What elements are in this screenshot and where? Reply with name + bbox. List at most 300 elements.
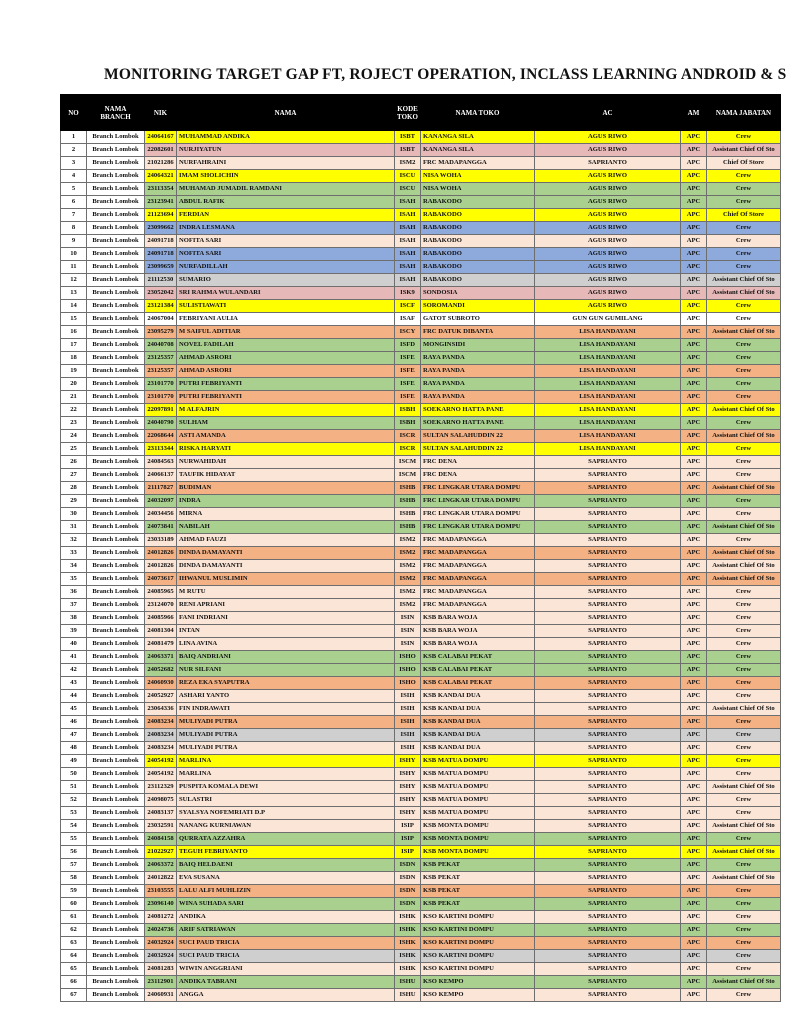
row-branch: Branch Lombok: [87, 339, 145, 352]
row-branch: Branch Lombok: [87, 781, 145, 794]
table-row: [61, 989, 781, 1002]
row-nama-toko: RAYA PANDA: [421, 352, 535, 365]
row-no: 19: [61, 365, 87, 378]
row-no: 5: [61, 183, 87, 196]
row-nama-toko: KANANGA SILA: [421, 144, 535, 157]
row-ac: LISA HANDAYANI: [535, 365, 681, 378]
row-ac: LISA HANDAYANI: [535, 443, 681, 456]
row-jabatan: Crew: [707, 248, 781, 261]
row-no: 39: [61, 625, 87, 638]
row-no: 60: [61, 898, 87, 911]
row-no: 4: [61, 170, 87, 183]
row-am: APC: [681, 313, 707, 326]
row-nama-toko: KSB MATUA DOMPU: [421, 807, 535, 820]
row-nama: SUCI PAUD TRICIA: [177, 950, 395, 963]
row-nik: 23113344: [145, 443, 177, 456]
row-am: APC: [681, 482, 707, 495]
row-ac: SAPRIANTO: [535, 547, 681, 560]
row-am: APC: [681, 131, 707, 144]
row-jabatan: Assistant Chief Of Sto: [707, 872, 781, 885]
row-no: 27: [61, 469, 87, 482]
row-nama-toko: KSO KARTINI DOMPU: [421, 911, 535, 924]
row-am: APC: [681, 664, 707, 677]
row-ac: SAPRIANTO: [535, 495, 681, 508]
row-branch: Branch Lombok: [87, 664, 145, 677]
table-row: [61, 547, 781, 560]
row-jabatan: Assistant Chief Of Sto: [707, 287, 781, 300]
row-no: 23: [61, 417, 87, 430]
table-row: [61, 222, 781, 235]
row-ac: AGUS RIWO: [535, 287, 681, 300]
row-nama-toko: KSB KANDAI DUA: [421, 742, 535, 755]
row-branch: Branch Lombok: [87, 183, 145, 196]
row-jabatan: Crew: [707, 716, 781, 729]
row-nama-toko: KSB PEKAT: [421, 859, 535, 872]
row-ac: SAPRIANTO: [535, 521, 681, 534]
row-no: 53: [61, 807, 87, 820]
table-row: [61, 885, 781, 898]
row-am: APC: [681, 872, 707, 885]
row-nik: 24032924: [145, 950, 177, 963]
table-row: [61, 703, 781, 716]
row-nama-toko: FRC LINGKAR UTARA DOMPU: [421, 508, 535, 521]
row-ac: AGUS RIWO: [535, 248, 681, 261]
row-nama-toko: FRC MADAPANGGA: [421, 534, 535, 547]
table-row: [61, 651, 781, 664]
row-kode-toko: ISAH: [395, 209, 421, 222]
row-kode-toko: ISHU: [395, 989, 421, 1002]
row-jabatan: Chief Of Store: [707, 157, 781, 170]
row-am: APC: [681, 963, 707, 976]
table-row: [61, 690, 781, 703]
row-nama: MARLINA: [177, 768, 395, 781]
row-kode-toko: ISIP: [395, 820, 421, 833]
row-nama-toko: KSB KANDAI DUA: [421, 716, 535, 729]
row-branch: Branch Lombok: [87, 651, 145, 664]
row-ac: AGUS RIWO: [535, 300, 681, 313]
row-branch: Branch Lombok: [87, 703, 145, 716]
table-row: [61, 937, 781, 950]
row-am: APC: [681, 820, 707, 833]
row-branch: Branch Lombok: [87, 690, 145, 703]
row-no: 10: [61, 248, 87, 261]
row-am: APC: [681, 937, 707, 950]
row-no: 30: [61, 508, 87, 521]
row-am: APC: [681, 170, 707, 183]
row-jabatan: Crew: [707, 599, 781, 612]
row-ac: SAPRIANTO: [535, 846, 681, 859]
row-nama-toko: FRC MADAPANGGA: [421, 586, 535, 599]
row-branch: Branch Lombok: [87, 495, 145, 508]
row-kode-toko: ISIH: [395, 742, 421, 755]
row-nama-toko: FRC DENA: [421, 469, 535, 482]
row-am: APC: [681, 378, 707, 391]
row-ac: AGUS RIWO: [535, 222, 681, 235]
row-kode-toko: ISBT: [395, 144, 421, 157]
row-branch: Branch Lombok: [87, 170, 145, 183]
row-nik: 24024736: [145, 924, 177, 937]
row-am: APC: [681, 794, 707, 807]
row-no: 28: [61, 482, 87, 495]
row-am: APC: [681, 534, 707, 547]
row-kode-toko: ISHY: [395, 794, 421, 807]
row-kode-toko: ISCR: [395, 430, 421, 443]
table-row: [61, 235, 781, 248]
row-am: APC: [681, 404, 707, 417]
row-branch: Branch Lombok: [87, 534, 145, 547]
row-branch: Branch Lombok: [87, 768, 145, 781]
row-ac: GUN GUN GUMILANG: [535, 313, 681, 326]
row-ac: SAPRIANTO: [535, 625, 681, 638]
row-nik: 24064167: [145, 131, 177, 144]
table-row: [61, 898, 781, 911]
row-kode-toko: ISFE: [395, 365, 421, 378]
row-am: APC: [681, 755, 707, 768]
row-jabatan: Crew: [707, 586, 781, 599]
row-nik: 22068644: [145, 430, 177, 443]
row-ac: AGUS RIWO: [535, 274, 681, 287]
table-row: [61, 742, 781, 755]
row-nama: SULHAM: [177, 417, 395, 430]
row-nama-toko: KSB KANDAI DUA: [421, 703, 535, 716]
row-nama-toko: KSB MONTA DOMPU: [421, 820, 535, 833]
row-branch: Branch Lombok: [87, 482, 145, 495]
row-branch: Branch Lombok: [87, 417, 145, 430]
row-am: APC: [681, 833, 707, 846]
row-kode-toko: ISM2: [395, 586, 421, 599]
row-nama-toko: KSB CALABAI PEKAT: [421, 664, 535, 677]
table-row: [61, 495, 781, 508]
row-branch: Branch Lombok: [87, 976, 145, 989]
row-no: 43: [61, 677, 87, 690]
row-nama: MULIYADI PUTRA: [177, 729, 395, 742]
row-kode-toko: ISCR: [395, 443, 421, 456]
row-no: 25: [61, 443, 87, 456]
row-nama-toko: RAYA PANDA: [421, 391, 535, 404]
row-nama-toko: KSB MATUA DOMPU: [421, 768, 535, 781]
row-kode-toko: ISHO: [395, 664, 421, 677]
row-kode-toko: ISHK: [395, 963, 421, 976]
row-am: APC: [681, 456, 707, 469]
row-nik: 21117827: [145, 482, 177, 495]
row-branch: Branch Lombok: [87, 274, 145, 287]
row-jabatan: Crew: [707, 742, 781, 755]
row-branch: Branch Lombok: [87, 729, 145, 742]
row-no: 57: [61, 859, 87, 872]
row-jabatan: Crew: [707, 131, 781, 144]
row-ac: SAPRIANTO: [535, 976, 681, 989]
col-no-header: NO: [61, 95, 87, 131]
row-ac: SAPRIANTO: [535, 755, 681, 768]
row-ac: SAPRIANTO: [535, 586, 681, 599]
row-kode-toko: ISHY: [395, 768, 421, 781]
row-nama: ANGGA: [177, 989, 395, 1002]
row-nama: ANDIKA TABRANI: [177, 976, 395, 989]
row-no: 46: [61, 716, 87, 729]
row-jabatan: Crew: [707, 768, 781, 781]
row-ac: SAPRIANTO: [535, 742, 681, 755]
row-no: 38: [61, 612, 87, 625]
row-nik: 24032097: [145, 495, 177, 508]
table-row: [61, 625, 781, 638]
row-nama-toko: NISA WOHA: [421, 170, 535, 183]
row-am: APC: [681, 911, 707, 924]
row-nama: FEBRIYANI AULIA: [177, 313, 395, 326]
row-branch: Branch Lombok: [87, 911, 145, 924]
row-nama: NURFAHRAINI: [177, 157, 395, 170]
table-row: [61, 573, 781, 586]
table-row: [61, 586, 781, 599]
row-nama: M SAIFUL ADITIAR: [177, 326, 395, 339]
table-row: [61, 794, 781, 807]
row-nama: MULIYADI PUTRA: [177, 716, 395, 729]
row-nik: 23124070: [145, 599, 177, 612]
row-am: APC: [681, 144, 707, 157]
row-am: APC: [681, 742, 707, 755]
row-am: APC: [681, 924, 707, 937]
row-nama-toko: KSB PEKAT: [421, 898, 535, 911]
table-row: [61, 144, 781, 157]
row-jabatan: Crew: [707, 859, 781, 872]
row-nama-toko: SULTAN SALAHUDDIN 22: [421, 430, 535, 443]
row-nama-toko: SOEKARNO HATTA PANE: [421, 417, 535, 430]
row-ac: AGUS RIWO: [535, 209, 681, 222]
row-ac: LISA HANDAYANI: [535, 404, 681, 417]
row-nama-toko: KANANGA SILA: [421, 131, 535, 144]
row-nama: QURRATA AZZAHRA: [177, 833, 395, 846]
row-am: APC: [681, 950, 707, 963]
row-no: 3: [61, 157, 87, 170]
row-nama-toko: FRC MADAPANGGA: [421, 560, 535, 573]
row-kode-toko: ISHO: [395, 651, 421, 664]
table-row: [61, 274, 781, 287]
row-jabatan: Crew: [707, 443, 781, 456]
row-no: 66: [61, 976, 87, 989]
row-kode-toko: ISIH: [395, 716, 421, 729]
row-nik: 23099659: [145, 261, 177, 274]
row-am: APC: [681, 495, 707, 508]
row-nik: 21021286: [145, 157, 177, 170]
row-nik: 24040790: [145, 417, 177, 430]
row-jabatan: Assistant Chief Of Sto: [707, 430, 781, 443]
row-nik: 21112530: [145, 274, 177, 287]
row-no: 58: [61, 872, 87, 885]
table-row: [61, 820, 781, 833]
row-ac: SAPRIANTO: [535, 898, 681, 911]
table-row: [61, 872, 781, 885]
row-ac: SAPRIANTO: [535, 768, 681, 781]
row-kode-toko: ISIH: [395, 729, 421, 742]
table-row: [61, 963, 781, 976]
table-body: [61, 131, 781, 1002]
row-nama: ANDIKA: [177, 911, 395, 924]
row-branch: Branch Lombok: [87, 612, 145, 625]
table-row: [61, 768, 781, 781]
row-no: 13: [61, 287, 87, 300]
row-ac: LISA HANDAYANI: [535, 417, 681, 430]
row-ac: SAPRIANTO: [535, 859, 681, 872]
row-kode-toko: ISIN: [395, 625, 421, 638]
row-nik: 24052682: [145, 664, 177, 677]
row-kode-toko: ISHB: [395, 508, 421, 521]
row-nik: 23112329: [145, 781, 177, 794]
row-nama-toko: KSB KANDAI DUA: [421, 729, 535, 742]
row-nama-toko: RABAKODO: [421, 261, 535, 274]
row-no: 2: [61, 144, 87, 157]
row-nik: 24073617: [145, 573, 177, 586]
row-no: 17: [61, 339, 87, 352]
row-nama: NURWAHIDAH: [177, 456, 395, 469]
table-row: [61, 404, 781, 417]
row-am: APC: [681, 729, 707, 742]
row-nama: M RUTU: [177, 586, 395, 599]
row-nama-toko: SULTAN SALAHUDDIN 22: [421, 443, 535, 456]
row-ac: LISA HANDAYANI: [535, 378, 681, 391]
row-nama-toko: SOROMANDI: [421, 300, 535, 313]
row-jabatan: Crew: [707, 417, 781, 430]
row-nama: ARIF SATRIAWAN: [177, 924, 395, 937]
row-nik: 24083137: [145, 807, 177, 820]
row-nama: MIRNA: [177, 508, 395, 521]
table-row: [61, 352, 781, 365]
row-kode-toko: ISHY: [395, 755, 421, 768]
row-nama: BUDIMAN: [177, 482, 395, 495]
row-nik: 24054192: [145, 755, 177, 768]
row-branch: Branch Lombok: [87, 963, 145, 976]
row-no: 55: [61, 833, 87, 846]
row-jabatan: Assistant Chief Of Sto: [707, 573, 781, 586]
row-am: APC: [681, 703, 707, 716]
row-nik: 23103555: [145, 885, 177, 898]
row-ac: SAPRIANTO: [535, 599, 681, 612]
row-ac: SAPRIANTO: [535, 820, 681, 833]
row-nik: 21123694: [145, 209, 177, 222]
row-nama-toko: FRC DENA: [421, 456, 535, 469]
row-nama: NOFITA SARI: [177, 235, 395, 248]
row-nik: 24091718: [145, 248, 177, 261]
row-jabatan: Assistant Chief Of Sto: [707, 703, 781, 716]
row-am: APC: [681, 274, 707, 287]
row-branch: Branch Lombok: [87, 872, 145, 885]
row-jabatan: Assistant Chief Of Sto: [707, 521, 781, 534]
row-nik: 24081272: [145, 911, 177, 924]
row-no: 47: [61, 729, 87, 742]
row-branch: Branch Lombok: [87, 365, 145, 378]
table-row: [61, 248, 781, 261]
row-branch: Branch Lombok: [87, 313, 145, 326]
row-nik: 23032591: [145, 820, 177, 833]
row-nik: 23095279: [145, 326, 177, 339]
row-nama-toko: RAYA PANDA: [421, 378, 535, 391]
row-kode-toko: ISAH: [395, 261, 421, 274]
row-am: APC: [681, 508, 707, 521]
row-am: APC: [681, 677, 707, 690]
row-branch: Branch Lombok: [87, 352, 145, 365]
row-kode-toko: ISDN: [395, 885, 421, 898]
row-branch: Branch Lombok: [87, 937, 145, 950]
table-row: [61, 196, 781, 209]
row-nik: 23033189: [145, 534, 177, 547]
row-nama: WIWIN ANGGRIANI: [177, 963, 395, 976]
row-kode-toko: ISHB: [395, 482, 421, 495]
row-nama: AHMAD FAUZI: [177, 534, 395, 547]
row-nik: 24084158: [145, 833, 177, 846]
row-am: APC: [681, 547, 707, 560]
row-no: 8: [61, 222, 87, 235]
row-ac: AGUS RIWO: [535, 196, 681, 209]
row-jabatan: Crew: [707, 807, 781, 820]
row-jabatan: Assistant Chief Of Sto: [707, 274, 781, 287]
row-nik: 24081479: [145, 638, 177, 651]
row-nama-toko: KSB PEKAT: [421, 885, 535, 898]
table-row: [61, 157, 781, 170]
row-nama-toko: KSO KEMPO: [421, 989, 535, 1002]
row-am: APC: [681, 235, 707, 248]
row-am: APC: [681, 261, 707, 274]
table-row: [61, 534, 781, 547]
row-nama-toko: KSB KANDAI DUA: [421, 690, 535, 703]
table-row: [61, 482, 781, 495]
row-nama-toko: KSO KEMPO: [421, 976, 535, 989]
row-no: 40: [61, 638, 87, 651]
row-ac: LISA HANDAYANI: [535, 391, 681, 404]
row-jabatan: Crew: [707, 222, 781, 235]
row-branch: Branch Lombok: [87, 196, 145, 209]
row-am: APC: [681, 417, 707, 430]
row-nama-toko: FRC LINGKAR UTARA DOMPU: [421, 495, 535, 508]
row-ac: SAPRIANTO: [535, 482, 681, 495]
row-nama: BAIQ ANDRIANI: [177, 651, 395, 664]
row-am: APC: [681, 612, 707, 625]
table-row: [61, 807, 781, 820]
row-no: 56: [61, 846, 87, 859]
row-nama: NOFITA SARI: [177, 248, 395, 261]
row-nik: 24060931: [145, 989, 177, 1002]
row-kode-toko: ISM2: [395, 599, 421, 612]
row-am: APC: [681, 430, 707, 443]
row-no: 11: [61, 261, 87, 274]
row-nama: LINA AVINA: [177, 638, 395, 651]
row-jabatan: Crew: [707, 235, 781, 248]
row-ac: SAPRIANTO: [535, 885, 681, 898]
row-nama: AHMAD ASRORI: [177, 365, 395, 378]
row-kode-toko: ISHB: [395, 521, 421, 534]
row-jabatan: Crew: [707, 729, 781, 742]
row-nama-toko: KSB CALABAI PEKAT: [421, 677, 535, 690]
row-ac: SAPRIANTO: [535, 963, 681, 976]
row-nama: FERDIAN: [177, 209, 395, 222]
row-kode-toko: ISAH: [395, 235, 421, 248]
row-ac: AGUS RIWO: [535, 131, 681, 144]
row-nama-toko: KSB MATUA DOMPU: [421, 794, 535, 807]
row-nama-toko: FRC MADAPANGGA: [421, 599, 535, 612]
row-am: APC: [681, 781, 707, 794]
row-am: APC: [681, 352, 707, 365]
table-row: [61, 911, 781, 924]
row-branch: Branch Lombok: [87, 222, 145, 235]
row-branch: Branch Lombok: [87, 716, 145, 729]
row-am: APC: [681, 989, 707, 1002]
table-row: [61, 365, 781, 378]
row-kode-toko: ISDN: [395, 898, 421, 911]
row-nama: INDRA LESMANA: [177, 222, 395, 235]
row-no: 6: [61, 196, 87, 209]
row-am: APC: [681, 573, 707, 586]
row-kode-toko: ISFE: [395, 378, 421, 391]
table-row: [61, 391, 781, 404]
table-row: [61, 170, 781, 183]
row-nama: SUMARIO: [177, 274, 395, 287]
